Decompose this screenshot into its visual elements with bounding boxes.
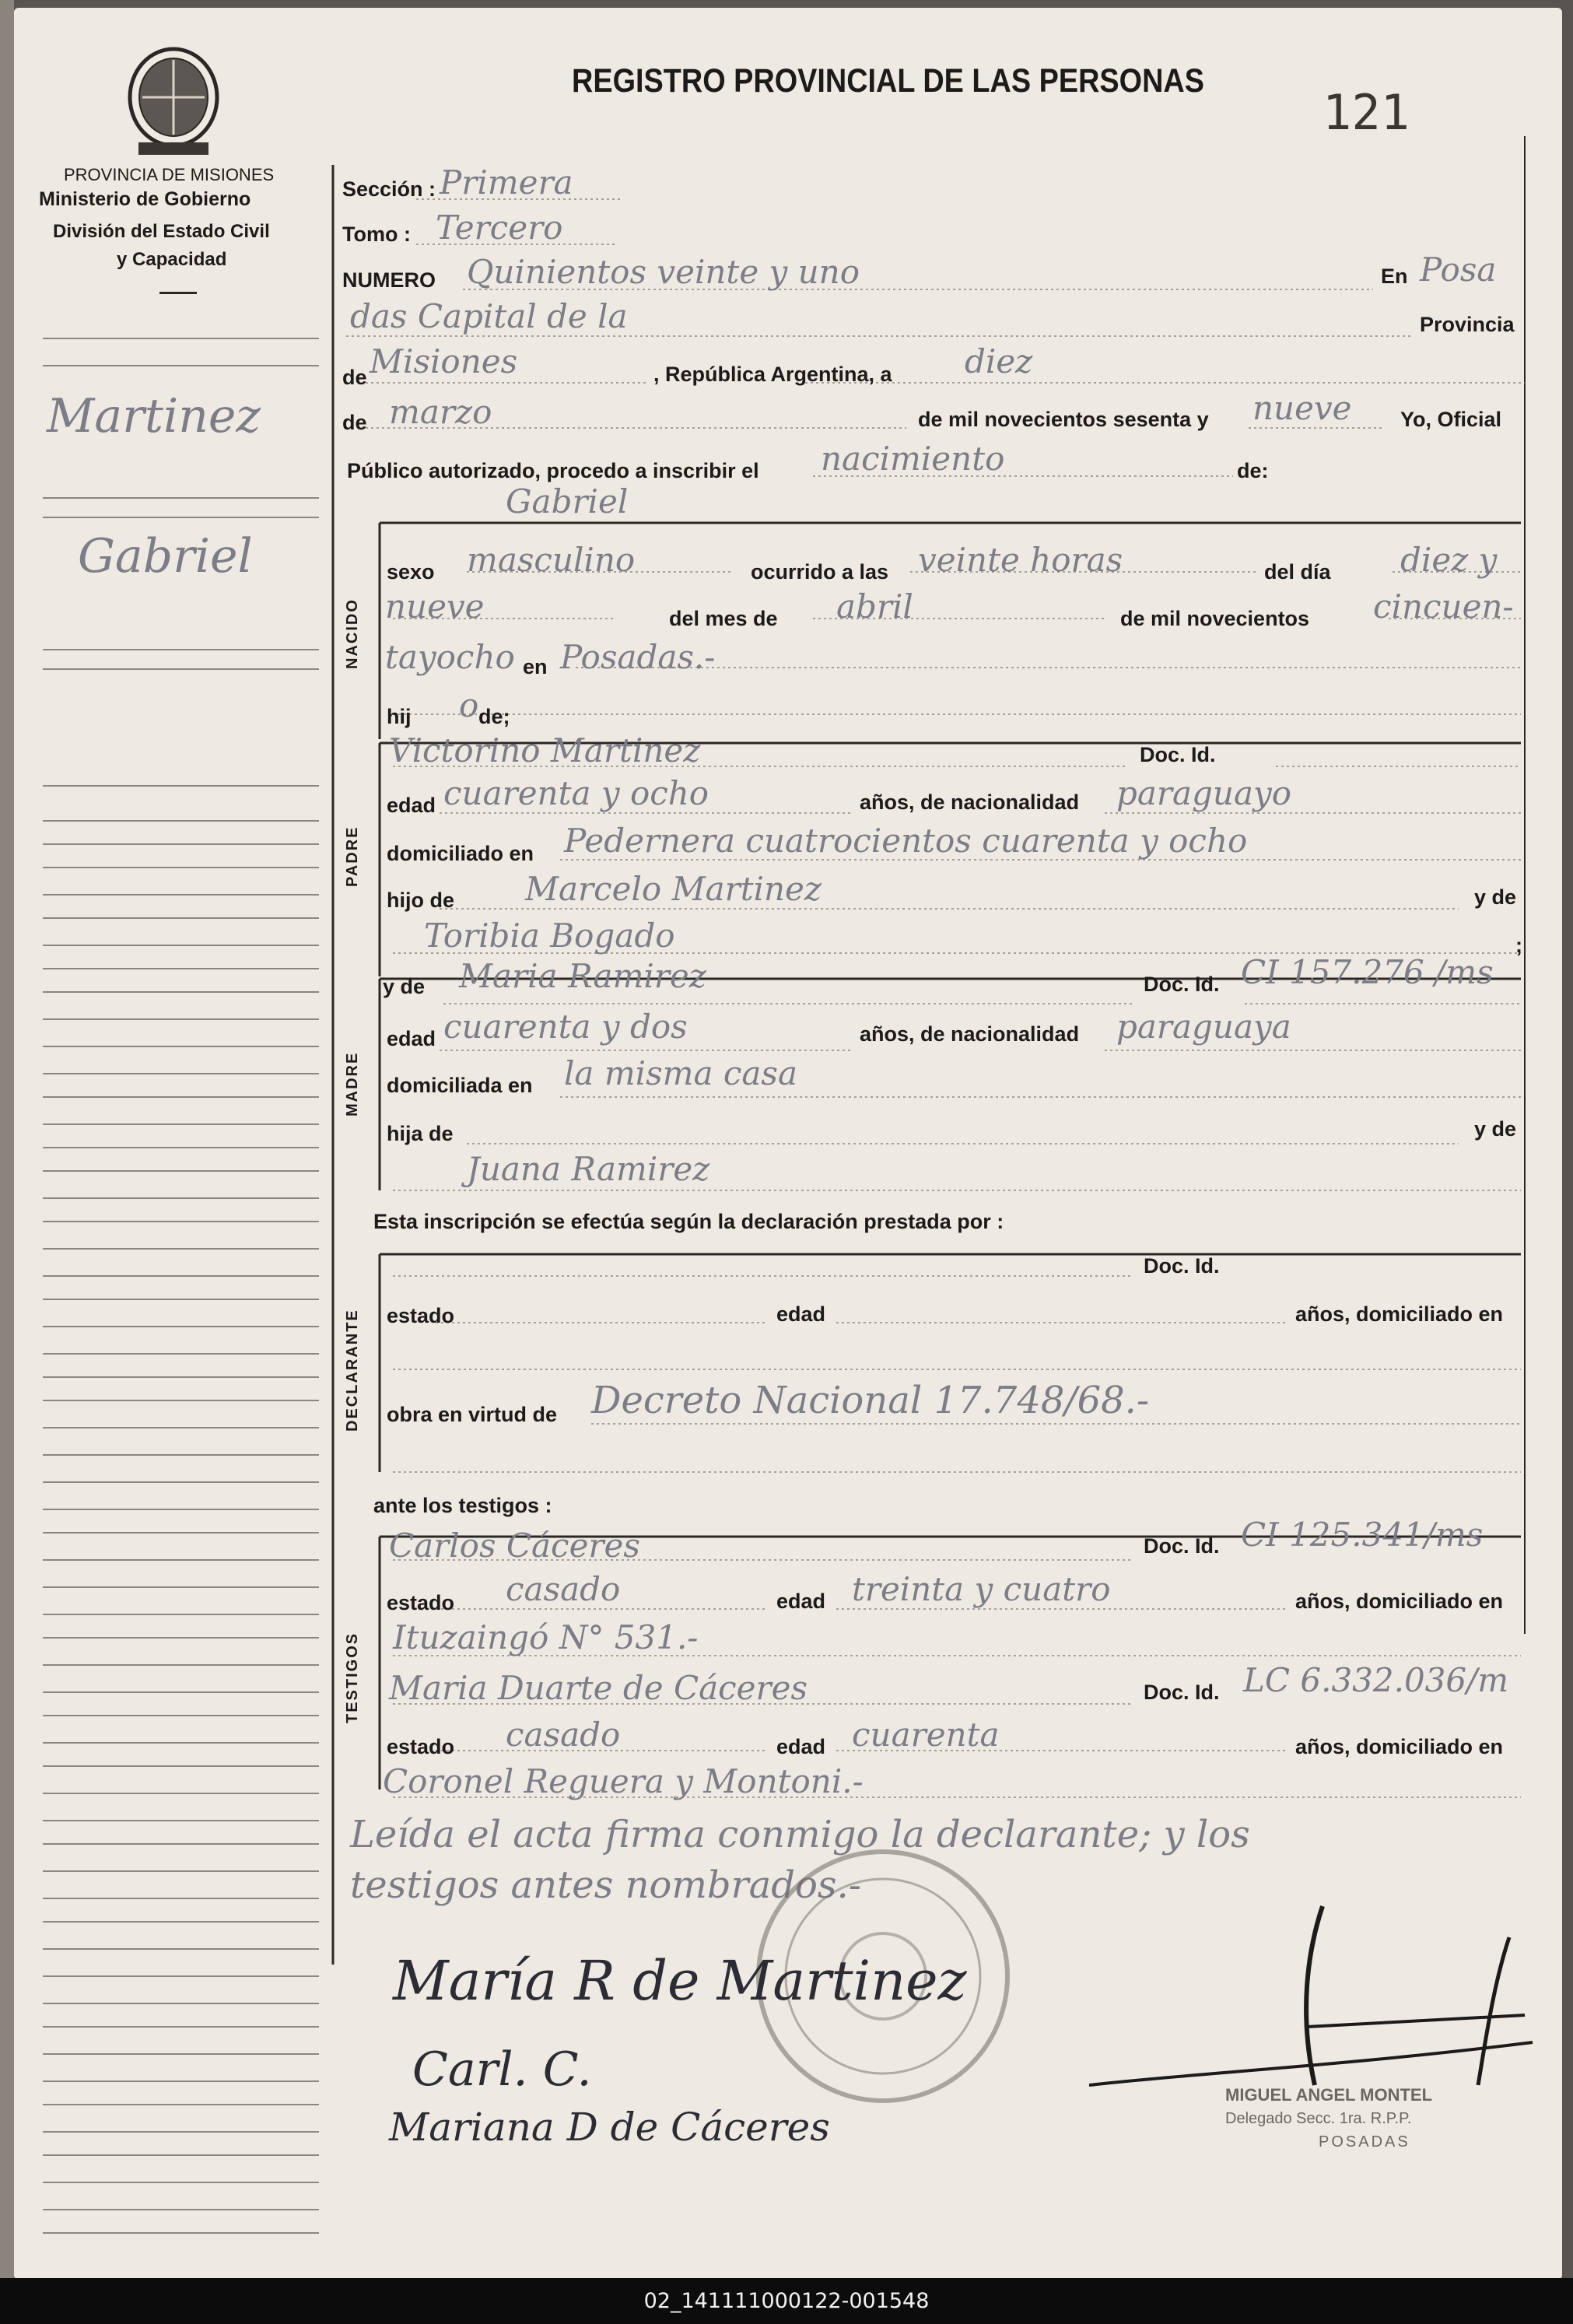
signature-witness-1: Carl. C. (412, 2042, 592, 2097)
signature-witness-2: Mariana D de Cáceres (389, 2105, 830, 2150)
w1-doc-label: Doc. Id. (1144, 1534, 1220, 1558)
w2-name-value: Maria Duarte de Cáceres (389, 1669, 808, 1707)
de-colon-label: de: (1237, 459, 1269, 482)
closing-line-1: Leída el acta firma conmigo la declarante; y los (350, 1813, 1250, 1856)
madre-domicilio-label: domiciliada en (387, 1074, 533, 1097)
coat-of-arms-icon (123, 43, 224, 159)
signature-declarant: María R de Martinez (393, 1949, 967, 2013)
padre-y-de-label: y de (1474, 885, 1517, 909)
padre-doc-label: Doc. Id. (1140, 743, 1216, 766)
header-divider (159, 292, 197, 294)
w1-doc-value: CI 125.341/ms (1241, 1516, 1484, 1554)
official-name: MIGUEL ANGEL MONTEL (1225, 2085, 1433, 2105)
mes-value: abril (836, 587, 913, 626)
dia-value-2: nueve (385, 587, 485, 626)
en-lugar-label: en (523, 655, 548, 678)
w2-doc-label: Doc. Id. (1144, 1681, 1220, 1704)
publico-label: Público autorizado, procedo a inscribir el (347, 459, 759, 482)
w1-edad-label: edad (776, 1590, 826, 1613)
madre-y-de-label-2: y de (1474, 1117, 1517, 1141)
padre-madre-value: Toribia Bogado (424, 917, 675, 955)
madre-hija-label: hija de (387, 1122, 454, 1145)
madre-edad-value: cuarenta y dos (443, 1008, 688, 1046)
month-value: marzo (389, 393, 492, 431)
seccion-label: Sección : (342, 177, 436, 201)
testigos-intro-label: ante los testigos : (373, 1494, 552, 1517)
madre-domicilio-value: la misma casa (564, 1054, 798, 1092)
day-value: diez (965, 342, 1033, 380)
sexo-value: masculino (467, 541, 636, 579)
padre-nacionalidad-label: años, de nacionalidad (860, 790, 1080, 814)
mil-label: de mil novecientos sesenta y (918, 408, 1209, 431)
padre-name-value: Victorino Martinez (389, 731, 701, 769)
declarante-obra-label: obra en virtud de (387, 1403, 558, 1426)
margin-given-name: Gabriel (78, 529, 253, 584)
lugar-value: Posadas.- (560, 638, 716, 676)
w1-anios-label: años, domiciliado en (1295, 1590, 1504, 1613)
padre-semicolon: ; (1515, 934, 1522, 957)
w1-dom-value: Ituzaingó N° 531.- (393, 1618, 699, 1656)
madre-doc-label: Doc. Id. (1144, 973, 1220, 996)
del-mes-label: del mes de (669, 607, 778, 630)
anio-value-2: tayocho (385, 638, 515, 676)
file-id-footer: 02_141111000122-001548 (0, 2278, 1573, 2324)
madre-madre-value: Juana Ramirez (467, 1150, 710, 1188)
w1-name-value: Carlos Cáceres (389, 1527, 640, 1565)
en-value: Posa (1420, 251, 1497, 289)
anio-value: cincuen- (1373, 587, 1514, 626)
w2-edad-label: edad (776, 1735, 826, 1758)
act-value: nacimiento (821, 440, 1005, 478)
sexo-label: sexo (387, 560, 435, 584)
del-dia-label: del día (1264, 560, 1331, 584)
dia-value: diez y (1400, 541, 1498, 579)
mil-novecientos-label: de mil novecientos (1120, 607, 1310, 630)
w1-estado-label: estado (387, 1591, 455, 1614)
province-label: PROVINCIA DE MISIONES (64, 165, 275, 184)
page-number: 121 (1323, 84, 1410, 141)
w1-edad-value: treinta y cuatro (852, 1570, 1111, 1608)
padre-hijo-label: hijo de (387, 889, 454, 912)
madre-name-value: Maria Ramirez (459, 957, 706, 995)
w2-estado-value: casado (506, 1716, 621, 1754)
padre-nacionalidad-value: paraguayo (1116, 774, 1292, 812)
declarante-section-label: DECLARANTE (344, 1309, 361, 1432)
division-label: División del Estado Civil (53, 221, 270, 242)
hij-de-label: de; (478, 705, 510, 728)
margin-surname: Martinez (47, 389, 261, 443)
official-city: POSADAS (1319, 2133, 1410, 2150)
de-label: de (342, 366, 367, 389)
padre-hijo-value: Marcelo Martinez (525, 870, 822, 908)
declarante-doc-label: Doc. Id. (1144, 1254, 1220, 1278)
official-title: Delegado Secc. 1ra. R.P.P. (1225, 2110, 1412, 2127)
madre-nacionalidad-value: paraguaya (1116, 1008, 1291, 1046)
madre-doc-value: CI 157.276 /ms (1241, 953, 1494, 991)
padre-domicilio-value: Pedernera cuatrocientos cuarenta y ocho (564, 822, 1248, 860)
provincia-label: Provincia (1420, 313, 1515, 336)
padre-section-label: PADRE (344, 825, 361, 887)
w1-estado-value: casado (506, 1570, 621, 1608)
w2-doc-value: LC 6.332.036/m (1243, 1661, 1509, 1699)
hij-value: o (459, 686, 479, 724)
padre-edad-value: cuarenta y ocho (443, 774, 709, 812)
declarante-intro-label: Esta inscripción se efectúa según la declaración prestada por : (373, 1210, 1004, 1233)
w2-estado-label: estado (387, 1735, 455, 1758)
registry-title: REGISTRO PROVINCIAL DE LAS PERSONAS (572, 62, 1204, 100)
declarante-edad-label: edad (776, 1302, 826, 1326)
declarante-anios-label: años, domiciliado en (1295, 1302, 1504, 1326)
year-value: nueve (1252, 389, 1352, 427)
en-label: En (1381, 265, 1408, 288)
madre-edad-label: edad (387, 1027, 436, 1050)
tomo-value: Tercero (436, 209, 563, 247)
madre-section-label: MADRE (344, 1051, 361, 1116)
ministry-label: Ministerio de Gobierno (39, 188, 251, 210)
w2-dom-value: Coronel Reguera y Montoni.- (383, 1762, 864, 1800)
name-value: Gabriel (506, 482, 629, 521)
declarante-estado-label: estado (387, 1304, 455, 1327)
numero-value: Quinientos veinte y uno (467, 253, 860, 291)
de-label-2: de (342, 411, 367, 434)
w2-anios-label: años, domiciliado en (1295, 1735, 1504, 1758)
declarante-obra-value: Decreto Nacional 17.748/68.- (591, 1379, 1150, 1422)
nacido-section-label: NACIDO (344, 598, 361, 669)
capacity-label: y Capacidad (117, 249, 227, 270)
hij-label: hij (387, 705, 412, 728)
city-value: das Capital de la (350, 297, 628, 335)
tomo-label: Tomo : (342, 223, 411, 246)
padre-domicilio-label: domiciliado en (387, 842, 534, 865)
republica-label: , República Argentina, a (653, 363, 892, 386)
numero-label: NUMERO (342, 268, 436, 292)
province-value: Misiones (370, 342, 518, 380)
madre-y-de-label: y de (383, 975, 426, 998)
closing-line-2: testigos antes nombrados.- (350, 1863, 861, 1907)
yo-label: Yo, Oficial (1400, 408, 1502, 431)
padre-edad-label: edad (387, 794, 436, 817)
hora-value: veinte horas (918, 541, 1123, 579)
w2-edad-value: cuarenta (852, 1716, 1000, 1754)
testigos-section-label: TESTIGOS (344, 1632, 361, 1723)
seccion-value: Primera (440, 163, 573, 202)
ocurrido-label: ocurrido a las (751, 560, 889, 584)
madre-nacionalidad-label: años, de nacionalidad (860, 1022, 1080, 1046)
